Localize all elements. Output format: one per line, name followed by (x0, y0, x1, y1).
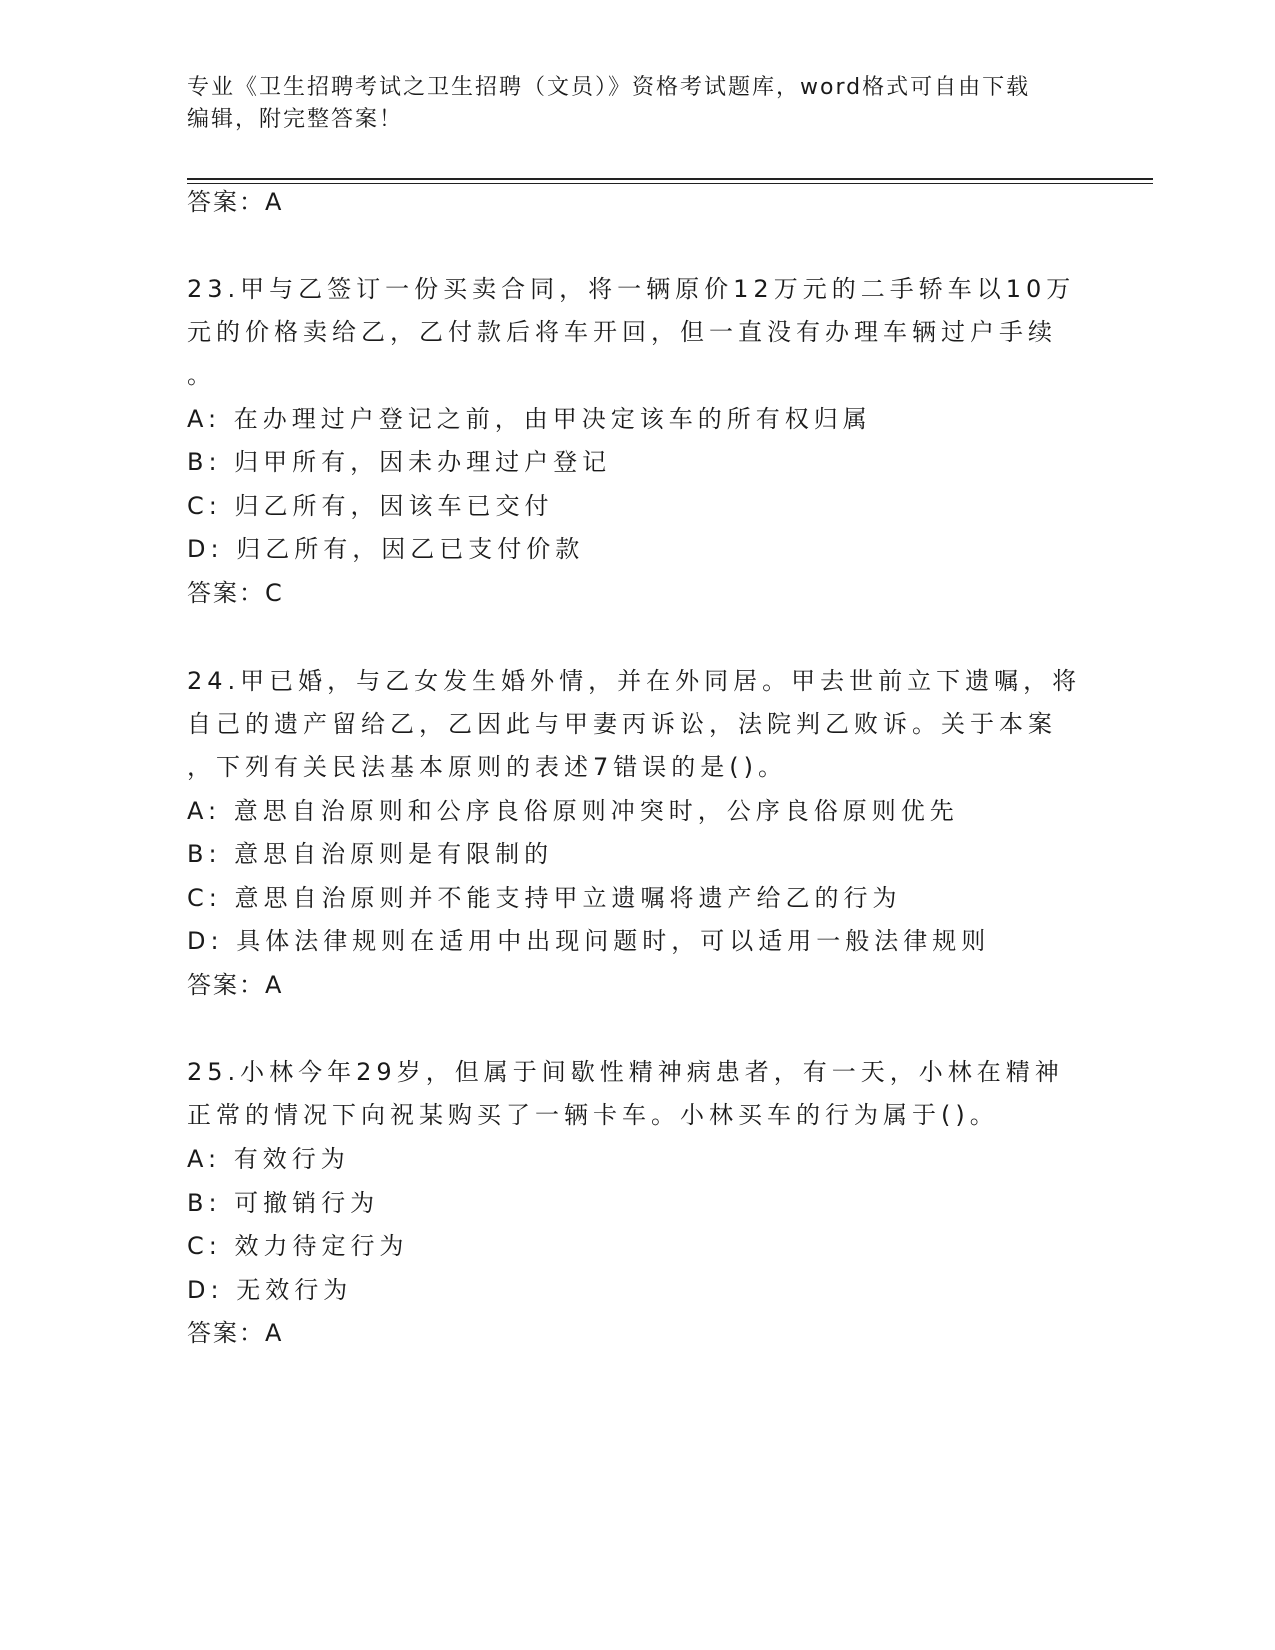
header-divider-thick (187, 178, 1153, 180)
option-c: C: 归乙所有，因该车已交付 (187, 492, 554, 520)
header-line-1: 专业《卫生招聘考试之卫生招聘（文员）》资格考试题库，word格式可自由下载 (187, 75, 1031, 100)
option-a: A: 有效行为 (187, 1145, 350, 1173)
option-a: A: 在办理过户登记之前，由甲决定该车的所有权归属 (187, 405, 872, 433)
answer-line: 答案：A (187, 1319, 284, 1347)
answer-line: 答案：C (187, 579, 284, 607)
question-text-line: ，下列有关民法基本原则的表述7错误的是()。 (187, 753, 787, 781)
question-text-line: 23.甲与乙签订一份买卖合同，将一辆原价12万元的二手轿车以10万 (187, 275, 1076, 303)
previous-answer: 答案：A (187, 188, 284, 216)
option-b: B: 可撤销行为 (187, 1189, 380, 1217)
option-d: D: 无效行为 (187, 1276, 353, 1304)
question-text-line: 25.小林今年29岁，但属于间歇性精神病患者，有一天，小林在精神 (187, 1058, 1064, 1086)
option-b: B: 归甲所有，因未办理过户登记 (187, 448, 612, 476)
option-c: C: 意思自治原则并不能支持甲立遗嘱将遗产给乙的行为 (187, 884, 902, 912)
question-text-line: 自己的遗产留给乙，乙因此与甲妻丙诉讼，法院判乙败诉。关于本案 (187, 710, 1057, 738)
question-text-line: 元的价格卖给乙，乙付款后将车开回，但一直没有办理车辆过户手续 (187, 318, 1057, 346)
option-a: A: 意思自治原则和公序良俗原则冲突时，公序良俗原则优先 (187, 797, 959, 825)
option-b: B: 意思自治原则是有限制的 (187, 840, 554, 868)
answer-line: 答案：A (187, 971, 284, 999)
header-divider-thin (187, 183, 1153, 184)
question-text-line: 。 (187, 361, 216, 389)
option-d: D: 具体法律规则在适用中出现问题时，可以适用一般法律规则 (187, 927, 991, 955)
header-line-2: 编辑，附完整答案！ (187, 107, 404, 132)
option-d: D: 归乙所有，因乙已支付价款 (187, 535, 585, 563)
option-c: C: 效力待定行为 (187, 1232, 409, 1260)
question-text-line: 正常的情况下向祝某购买了一辆卡车。小林买车的行为属于()。 (187, 1101, 999, 1129)
question-text-line: 24.甲已婚，与乙女发生婚外情，并在外同居。甲去世前立下遗嘱，将 (187, 667, 1082, 695)
document-header (187, 72, 1087, 136)
